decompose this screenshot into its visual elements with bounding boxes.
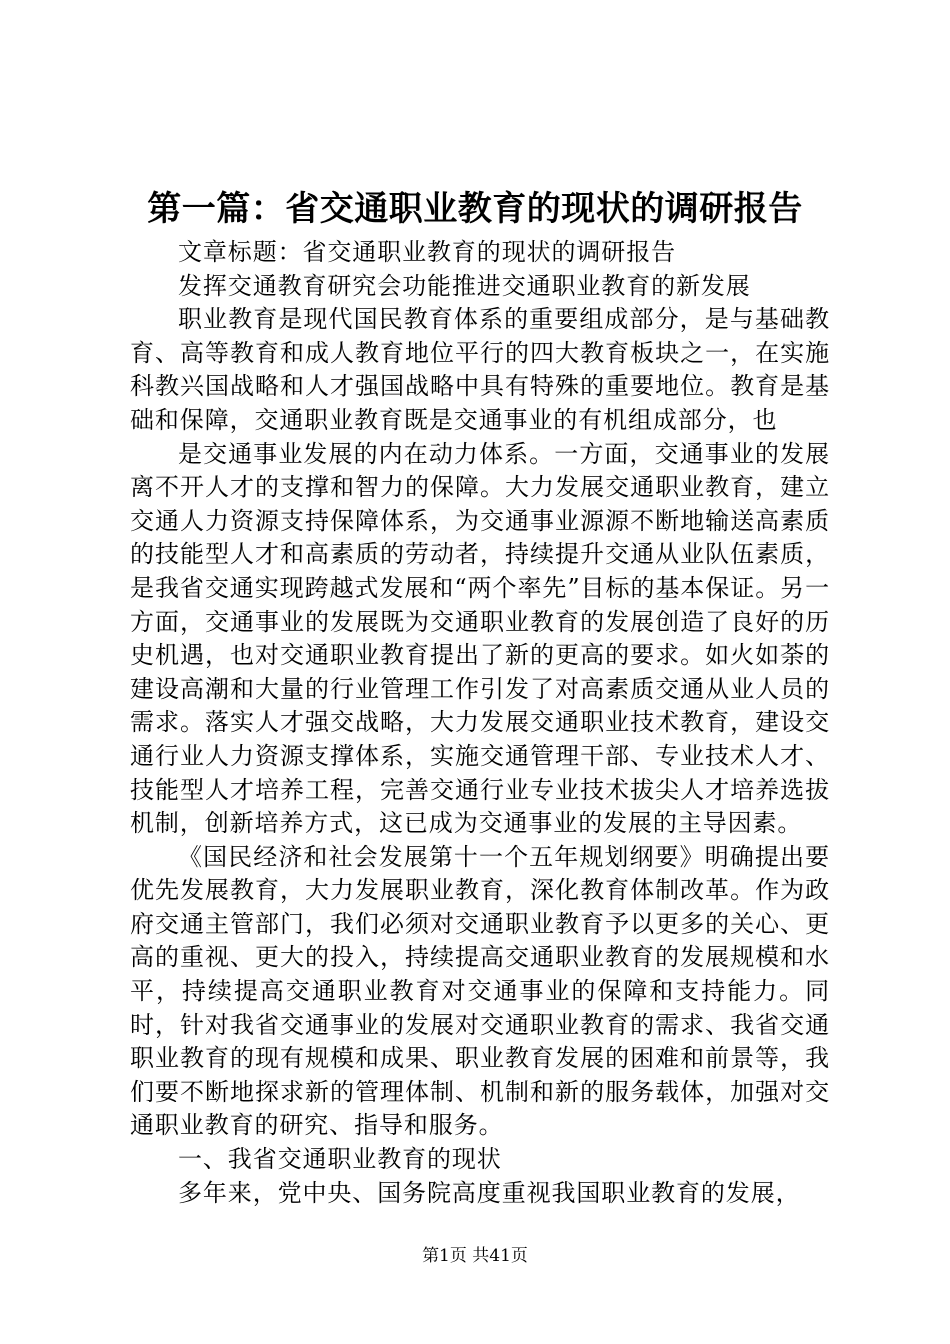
- paragraph-five-year-plan: 《国民经济和社会发展第十一个五年规划纲要》明确提出要优先发展教育，大力发展职业教育，深化教育体制改革。作为政府交通主管部门，我们必须对交通职业教育予以更多的关心、更高的重视、更大的投入，持续提高交通职业教育的发展规模和水平，持续提高交通职业教育对交通事业的保障和支持能力。同时，针对我省交通事业的发展对交通职业教育的需求、我省交通职业教育的现有规模和成果、职业教育发展的困难和前景等，我们要不断地探求新的管理体制、机制和新的服务载体，加强对交通职业教育的研究、指导和服务。: [130, 842, 830, 1140]
- page-footer: 第1页 共41页: [422, 1246, 528, 1266]
- article-title-line: 文章标题：省交通职业教育的现状的调研报告: [178, 238, 676, 266]
- paragraph-closing: 多年来，党中央、国务院高度重视我国职业教育的发展，: [178, 1178, 801, 1207]
- page-title: 第一篇：省交通职业教育的现状的调研报告: [147, 189, 803, 229]
- document-body: [130, 236, 830, 1210]
- section-heading: 一、我省交通职业教育的现状: [178, 1145, 502, 1174]
- paragraph-development: 是交通事业发展的内在动力体系。一方面，交通事业的发展离不开人才的支撑和智力的保障。大力发展交通职业教育，建立交通人力资源支持保障体系，为交通事业源源不断地输送高素质的技能型人才和高素质的劳动者，持续提升交通从业队伍素质，是我省交通实现跨越式发展和“两个率先”目标的基本保证。另一方面，交通事业的发展既为交通职业教育的发展创造了良好的历史机遇，也对交通职业教育提出了新的更高的要求。如火如荼的建设高潮和大量的行业管理工作引发了对高素质交通从业人员的需求。落实人才强交战略，大力发展交通职业技术教育，建设交通行业人力资源支撑体系，实施交通管理干部、专业技术人才、技能型人才培养工程，完善交通行业专业技术拔尖人才培养选拔机制，创新培养方式，这已成为交通事业的发展的主导因素。: [130, 439, 830, 838]
- paragraph-intro: 职业教育是现代国民教育体系的重要组成部分，是与基础教育、高等教育和成人教育地位平行的四大教育板块之一，在实施科教兴国战略和人才强国战略中具有特殊的重要地位。教育是基础和保障，交通职业教育既是交通事业的有机组成部分，也: [130, 305, 830, 434]
- subtitle-line: 发挥交通教育研究会功能推进交通职业教育的新发展: [178, 271, 751, 300]
